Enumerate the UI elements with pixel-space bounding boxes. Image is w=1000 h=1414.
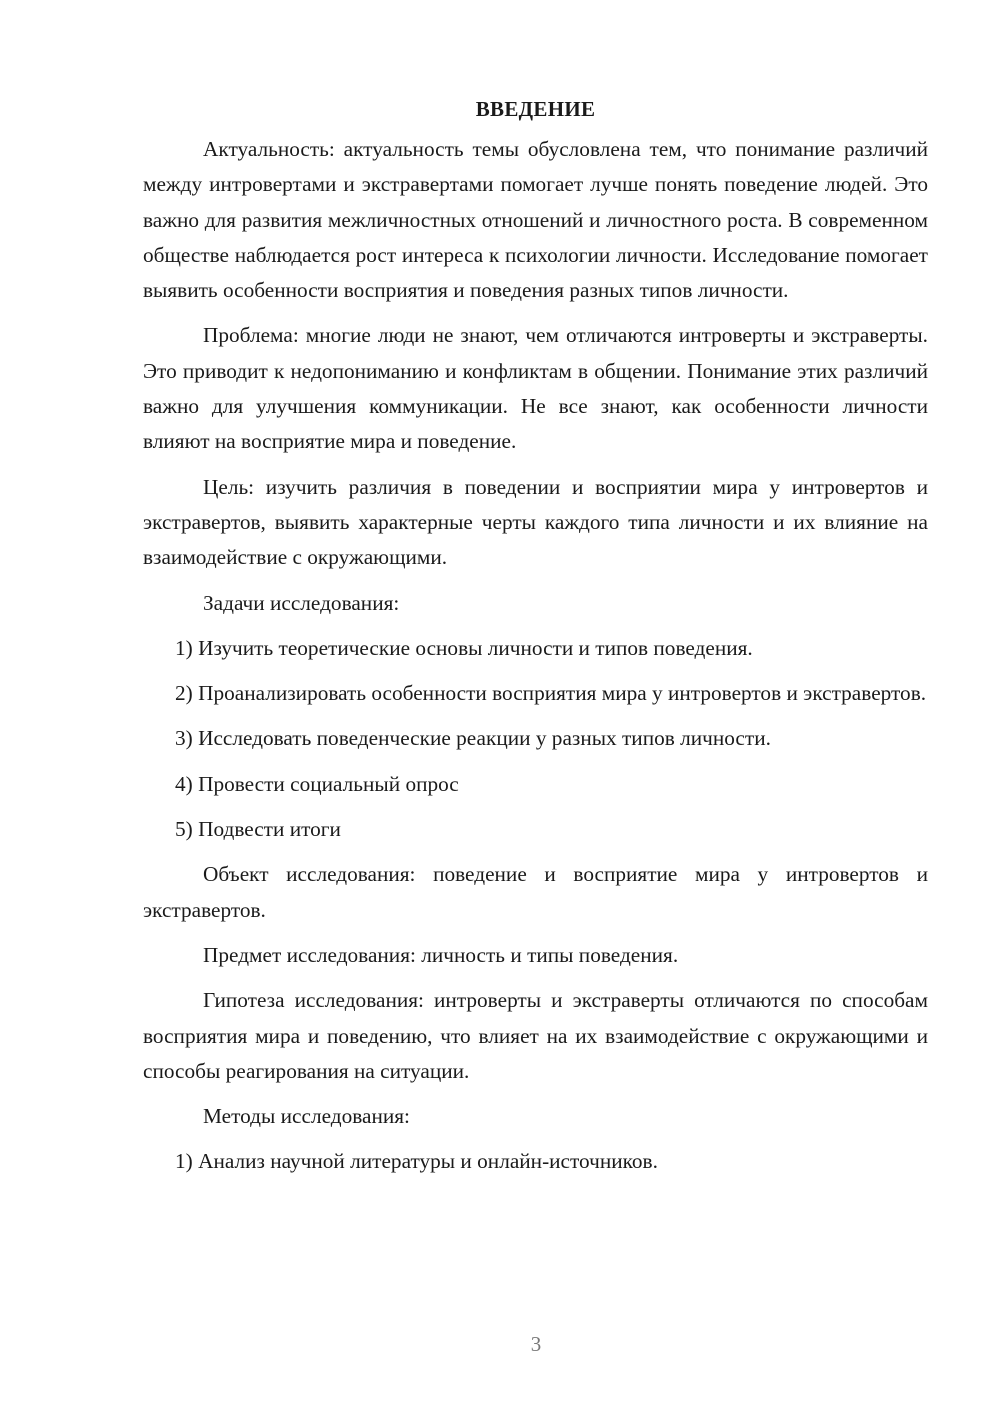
task-item: 2) Проанализировать особенности восприятия мира у интровертов и экстравертов. [175, 681, 927, 706]
subject-paragraph: Предмет исследования: личность и типы поведения. [203, 942, 679, 967]
hypothesis-paragraph: Гипотеза исследования: интроверты и экстраверты отличаются по способам восприятия мира и поведению, что влияет на их взаимодействие с окружающими и способы реагирования на ситуации. [143, 988, 928, 1083]
method-item: 1) Анализ научной литературы и онлайн-источников. [175, 1149, 658, 1174]
task-item: 3) Исследовать поведенческие реакции у разных типов личности. [175, 726, 771, 751]
problem-paragraph: Проблема: многие люди не знают, чем отличаются интроверты и экстраверты. Это приводит к недопониманию и конфликтам в общении. Понимание этих различий важно для улучшения коммуникации. Не все знают, как особенности личности влияют на восприятие мира и поведение. [143, 323, 928, 454]
task-item: 5) Подвести итоги [175, 817, 341, 842]
task-item: 1) Изучить теоретические основы личности и типов поведения. [175, 635, 753, 660]
object-paragraph: Объект исследования: поведение и восприятие мира у интровертов и экстравертов. [143, 862, 928, 922]
methods-title: Методы исследования: [203, 1104, 410, 1129]
tasks-title: Задачи исследования: [203, 590, 400, 615]
relevance-paragraph: Актуальность: актуальность темы обусловлена тем, что понимание различий между интровертами и экстравертами помогает лучше понять поведение людей. Это важно для развития межличностных отношений и личностного роста. В современном обществе наблюдается рост интереса к психологии личности. Исследование помогает выявить особенности восприятия и поведения разных типов личности. [143, 137, 928, 303]
document-page [143, 92, 928, 1190]
section-heading: ВВЕДЕНИЕ [475, 97, 596, 121]
task-item: 4) Провести социальный опрос [175, 771, 459, 796]
page-number: 3 [530, 1332, 542, 1356]
goal-paragraph: Цель: изучить различия в поведении и восприятии мира у интровертов и экстравертов, выявить характерные черты каждого типа личности и их влияние на взаимодействие с окружающими. [143, 474, 928, 570]
